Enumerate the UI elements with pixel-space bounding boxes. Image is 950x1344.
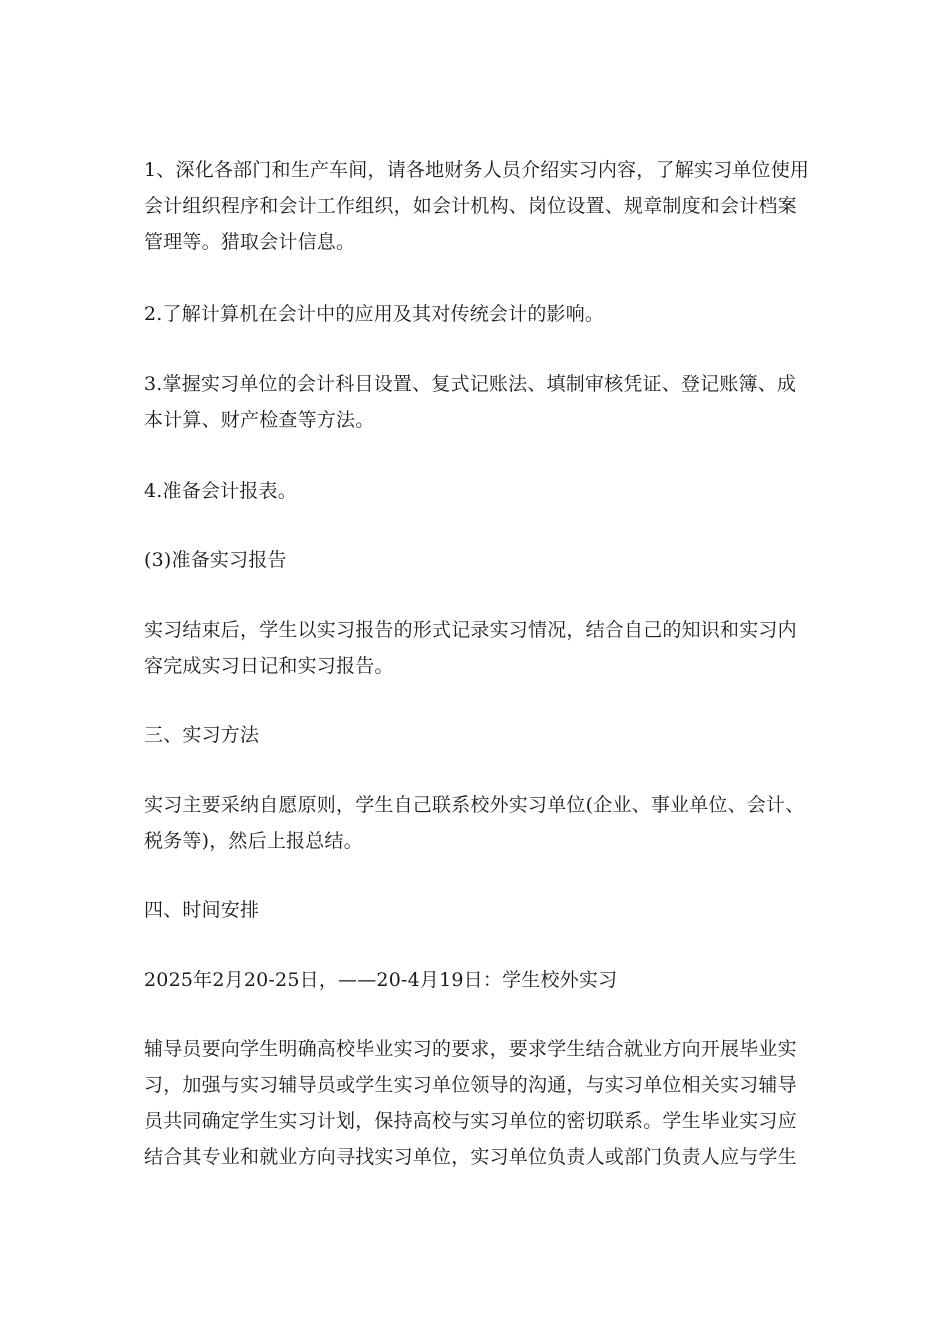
paragraph-method-body	[144, 787, 808, 859]
text-line: 三、实习方法	[144, 724, 260, 746]
paragraph-task-3	[144, 366, 808, 438]
text-line: 本计算、财产检查等方法。	[144, 409, 375, 431]
paragraph-task-1	[144, 152, 808, 260]
subheading-report	[144, 542, 808, 578]
text-line: 习，加强与实习辅导员或学生实习单位领导的沟通，与实习单位相关实习辅导	[144, 1074, 797, 1096]
paragraph-schedule-dates	[144, 962, 808, 998]
section-heading-method	[144, 717, 808, 753]
text-line: 容完成实习日记和实习报告。	[144, 655, 394, 677]
paragraph-counselor	[144, 1031, 808, 1175]
text-line: 3.掌握实习单位的会计科目设置、复式记账法、填制审核凭证、登记账簿、成	[144, 373, 797, 395]
text-line: (3)准备实习报告	[144, 549, 287, 571]
text-line: 实习结束后，学生以实习报告的形式记录实习情况，结合自己的知识和实习内	[144, 619, 797, 641]
text-line: 会计组织程序和会计工作组织，如会计机构、岗位设置、规章制度和会计档案	[144, 195, 797, 217]
text-line: 4.准备会计报表。	[144, 480, 297, 502]
text-line: 1、深化各部门和生产车间，请各地财务人员介绍实习内容，了解实习单位使用	[144, 159, 810, 181]
text-line: 管理等。猎取会计信息。	[144, 231, 356, 253]
text-line: 员共同确定学生实习计划，保持高校与实习单位的密切联系。学生毕业实习应	[144, 1110, 797, 1132]
text-line: 税务等)，然后上报总结。	[144, 830, 363, 852]
text-line: 实习主要采纳自愿原则，学生自己联系校外实习单位(企业、事业单位、会计、	[144, 794, 805, 816]
text-line: 2.了解计算机在会计中的应用及其对传统会计的影响。	[144, 303, 605, 325]
section-heading-schedule	[144, 892, 808, 928]
paragraph-task-2	[144, 296, 808, 332]
text-line: 2025年2月20-25日，——20-4月19日：学生校外实习	[144, 969, 618, 991]
paragraph-task-4	[144, 473, 808, 509]
text-line: 四、时间安排	[144, 899, 260, 921]
paragraph-report-body	[144, 612, 808, 684]
text-line: 辅导员要向学生明确高校毕业实习的要求，要求学生结合就业方向开展毕业实	[144, 1038, 797, 1060]
text-line: 结合其专业和就业方向寻找实习单位，实习单位负责人或部门负责人应与学生	[144, 1146, 797, 1168]
